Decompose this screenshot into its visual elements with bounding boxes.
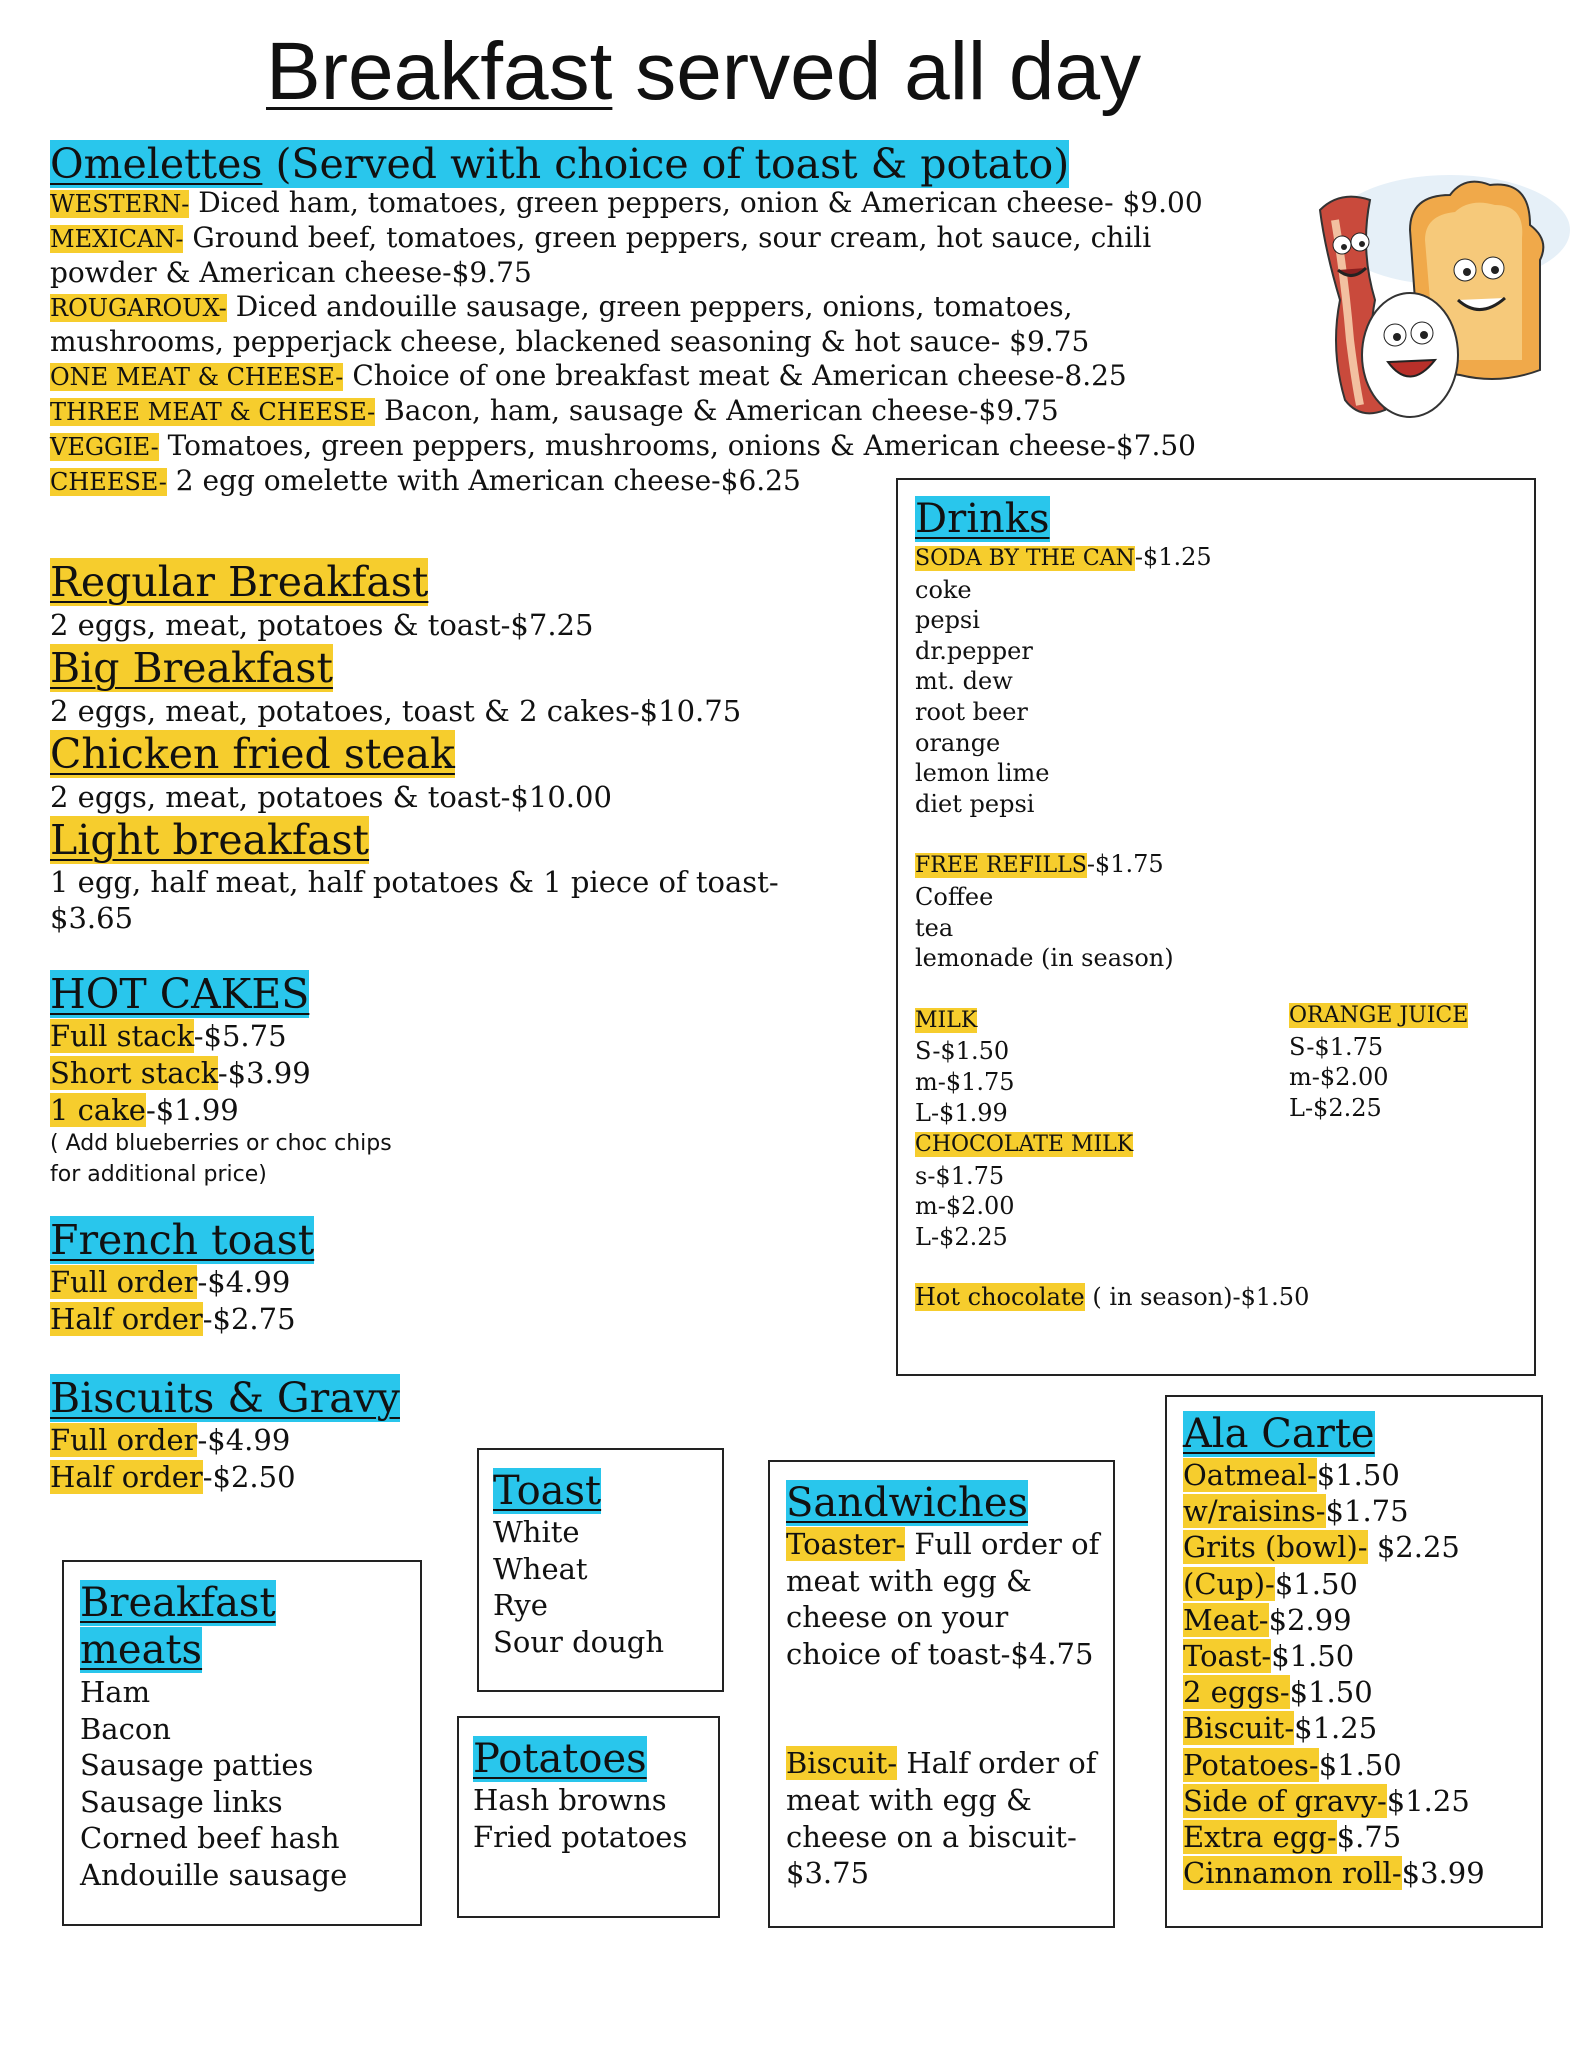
chocolate-milk-size: L-$2.25 bbox=[915, 1222, 1008, 1251]
french-toast-full: Full order-$4.99 bbox=[50, 1265, 291, 1299]
soda-item: diet pepsi bbox=[915, 789, 1035, 818]
ala-carte-item: Potatoes-$1.50 bbox=[1183, 1747, 1402, 1782]
hot-cakes-full: Full stack-$5.75 bbox=[50, 1019, 287, 1053]
ala-carte-item: Biscuit-$1.25 bbox=[1183, 1711, 1378, 1746]
orange-juice-size: L-$2.25 bbox=[1289, 1093, 1382, 1122]
milk-size: m-$1.75 bbox=[915, 1067, 1015, 1096]
hot-cakes-note-2: for additional price) bbox=[50, 1161, 267, 1187]
chocolate-milk-size: m-$2.00 bbox=[915, 1192, 1015, 1221]
orange-juice-label: ORANGE JUICE bbox=[1289, 1003, 1469, 1028]
title-rest: served all day bbox=[635, 26, 1142, 117]
potatoes-heading: Potatoes bbox=[473, 1736, 647, 1782]
soda-label: SODA BY THE CAN-$1.25 bbox=[915, 543, 1212, 571]
ala-carte-item: Meat-$2.99 bbox=[1183, 1602, 1352, 1637]
breakfast-plates-section bbox=[50, 558, 779, 936]
omelette-veggie: VEGGIE- Tomatoes, green peppers, mushrooms, onions & American cheese-$7.50 bbox=[50, 429, 1196, 462]
soda-item: lemon lime bbox=[915, 759, 1050, 788]
omelettes-section bbox=[50, 140, 1203, 499]
sandwiches-heading: Sandwiches bbox=[786, 1480, 1029, 1526]
toast-item: Sour dough bbox=[493, 1624, 665, 1659]
toast-heading: Toast bbox=[493, 1468, 602, 1514]
sandwiches-box bbox=[768, 1460, 1115, 1928]
title-breakfast: Breakfast bbox=[266, 26, 613, 117]
french-toast-heading: French toast bbox=[50, 1216, 315, 1264]
egg-character bbox=[1362, 293, 1458, 417]
meat-item: Corned beef hash bbox=[80, 1821, 340, 1856]
toaster-sandwich: Toaster- Full order of bbox=[786, 1527, 1100, 1561]
omelette-one-meat: ONE MEAT & CHEESE- Choice of one breakfast meat & American cheese-8.25 bbox=[50, 359, 1127, 392]
ala-carte-item: Toast-$1.50 bbox=[1183, 1639, 1355, 1674]
french-toast-half: Half order-$2.75 bbox=[50, 1302, 296, 1336]
milk-size: S-$1.50 bbox=[915, 1037, 1010, 1066]
omelette-mexican-cont: powder & American cheese-$9.75 bbox=[50, 256, 532, 289]
potato-item: Hash browns bbox=[473, 1783, 667, 1817]
page-title bbox=[266, 22, 1141, 122]
regular-breakfast-desc: 2 eggs, meat, potatoes & toast-$7.25 bbox=[50, 608, 594, 642]
chocolate-milk-label: CHOCOLATE MILK bbox=[915, 1132, 1134, 1158]
omelette-cheese: CHEESE- 2 egg omelette with American cheese-$6.25 bbox=[50, 464, 801, 497]
hot-cakes-section bbox=[50, 970, 392, 1190]
ala-carte-item: Cinnamon roll-$3.99 bbox=[1183, 1856, 1485, 1891]
milk-size: L-$1.99 bbox=[915, 1098, 1008, 1127]
ala-carte-item: (Cup)-$1.50 bbox=[1183, 1566, 1358, 1601]
refill-item: Coffee bbox=[915, 882, 994, 911]
potato-item: Fried potatoes bbox=[473, 1819, 688, 1854]
toast-item: White bbox=[493, 1515, 580, 1549]
ala-carte-item: Oatmeal-$1.50 bbox=[1183, 1458, 1400, 1492]
omelette-western: WESTERN- Diced ham, tomatoes, green peppers, onion & American cheese- $9.00 bbox=[50, 186, 1203, 219]
meat-item: Ham bbox=[80, 1675, 151, 1709]
potatoes-box bbox=[457, 1716, 720, 1918]
hot-cakes-heading: HOT CAKES bbox=[50, 970, 310, 1018]
ala-carte-item: Grits (bowl)- $2.25 bbox=[1183, 1530, 1460, 1565]
hot-cakes-note-1: ( Add blueberries or choc chips bbox=[50, 1131, 392, 1156]
orange-juice-size: m-$2.00 bbox=[1289, 1063, 1389, 1092]
omelettes-heading: Omelettes (Served with choice of toast & potato) bbox=[50, 140, 1070, 188]
chocolate-milk-size: s-$1.75 bbox=[915, 1161, 1005, 1190]
drinks-heading: Drinks bbox=[915, 496, 1050, 542]
chicken-fried-steak-heading: Chicken fried steak bbox=[50, 730, 455, 778]
orange-juice-size: S-$1.75 bbox=[1289, 1032, 1384, 1061]
biscuits-gravy-half: Half order-$2.50 bbox=[50, 1460, 296, 1494]
meat-item: Bacon bbox=[80, 1711, 171, 1746]
biscuit-desc: meat with egg & bbox=[786, 1782, 1032, 1817]
chicken-fried-steak-desc: 2 eggs, meat, potatoes & toast-$10.00 bbox=[50, 780, 612, 814]
big-breakfast-heading: Big Breakfast bbox=[50, 644, 333, 692]
ala-carte-item: Extra egg-$.75 bbox=[1183, 1820, 1402, 1855]
ala-carte-item: Side of gravy-$1.25 bbox=[1183, 1783, 1470, 1818]
hot-cakes-one: 1 cake-$1.99 bbox=[50, 1093, 239, 1127]
soda-item: mt. dew bbox=[915, 667, 1013, 696]
biscuit-sandwich: Biscuit- Half order of bbox=[786, 1746, 1097, 1781]
refill-item: tea bbox=[915, 913, 954, 942]
french-toast-section bbox=[50, 1216, 314, 1338]
omelette-three-meat: THREE MEAT & CHEESE- Bacon, ham, sausage & American cheese-$9.75 bbox=[50, 394, 1059, 427]
breakfast-characters-illustration bbox=[1300, 170, 1590, 430]
light-breakfast-heading: Light breakfast bbox=[50, 816, 370, 864]
soda-item: coke bbox=[915, 575, 972, 604]
drinks-box bbox=[896, 478, 1536, 1376]
ala-carte-item: w/raisins-$1.75 bbox=[1183, 1494, 1409, 1529]
meat-item: Andouille sausage bbox=[80, 1857, 348, 1892]
omelette-rougaroux-cont: mushrooms, pepperjack cheese, blackened seasoning & hot sauce- $9.75 bbox=[50, 325, 1090, 358]
big-breakfast-desc: 2 eggs, meat, potatoes, toast & 2 cakes-$10.75 bbox=[50, 694, 742, 728]
milk-label: MILK bbox=[915, 1007, 978, 1033]
biscuits-gravy-full: Full order-$4.99 bbox=[50, 1423, 291, 1457]
omelette-mexican: MEXICAN- Ground beef, tomatoes, green peppers, sour cream, hot sauce, chili bbox=[50, 221, 1152, 254]
hot-chocolate: Hot chocolate ( in season)-$1.50 bbox=[915, 1283, 1310, 1312]
light-breakfast-price: $3.65 bbox=[50, 901, 134, 935]
regular-breakfast-heading: Regular Breakfast bbox=[50, 558, 429, 606]
hot-cakes-short: Short stack-$3.99 bbox=[50, 1056, 311, 1090]
omelette-rougaroux: ROUGAROUX- Diced andouille sausage, green peppers, onions, tomatoes, bbox=[50, 290, 1073, 323]
toaster-desc: cheese on your bbox=[786, 1600, 1009, 1635]
toaster-desc: meat with egg & bbox=[786, 1563, 1032, 1598]
biscuits-gravy-section bbox=[50, 1374, 400, 1496]
toaster-desc: choice of toast-$4.75 bbox=[786, 1636, 1094, 1671]
biscuits-gravy-heading: Biscuits & Gravy bbox=[50, 1374, 400, 1422]
breakfast-meats-heading-1: Breakfast bbox=[80, 1580, 276, 1626]
biscuit-desc: $3.75 bbox=[786, 1856, 870, 1891]
breakfast-meats-box bbox=[62, 1560, 422, 1926]
toast-item: Rye bbox=[493, 1588, 548, 1623]
ala-carte-box bbox=[1165, 1395, 1543, 1928]
soda-item: root beer bbox=[915, 697, 1028, 726]
refill-item: lemonade (in season) bbox=[915, 944, 1174, 973]
soda-item: pepsi bbox=[915, 606, 980, 635]
soda-item: orange bbox=[915, 728, 1001, 757]
ala-carte-heading: Ala Carte bbox=[1183, 1411, 1375, 1457]
free-refills-label: FREE REFILLS-$1.75 bbox=[915, 850, 1164, 879]
meat-item: Sausage links bbox=[80, 1784, 283, 1819]
toast-item: Wheat bbox=[493, 1551, 588, 1586]
breakfast-meats-heading-2: meats bbox=[80, 1627, 203, 1673]
ala-carte-item: 2 eggs-$1.50 bbox=[1183, 1675, 1373, 1710]
light-breakfast-desc: 1 egg, half meat, half potatoes & 1 piece of toast- bbox=[50, 865, 779, 899]
meat-item: Sausage patties bbox=[80, 1748, 314, 1783]
biscuit-desc: cheese on a biscuit- bbox=[786, 1819, 1077, 1854]
soda-item: dr.pepper bbox=[915, 636, 1033, 665]
toast-box bbox=[477, 1448, 724, 1692]
